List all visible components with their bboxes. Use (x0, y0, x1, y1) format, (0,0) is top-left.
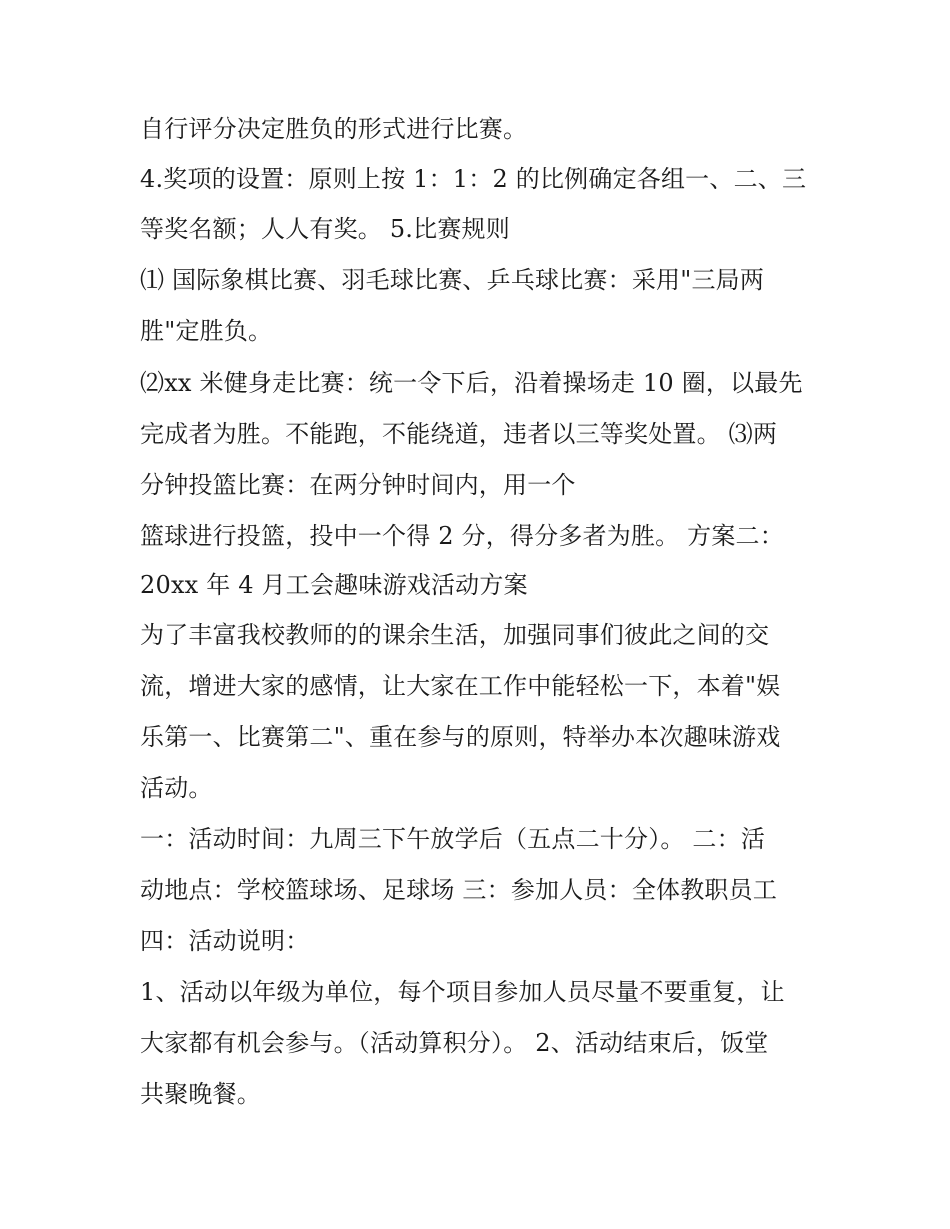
text-line: 篮球进行投篮，投中一个得 2 分，得分多者为胜。 方案二： (140, 522, 784, 550)
text-line: 活动。 (140, 774, 213, 802)
text-line: 胜"定胜负。 (140, 317, 273, 345)
text-line: ⑵xx 米健身走比赛：统一令下后，沿着操场走 10 圈，以最先 (140, 369, 803, 397)
text-line: 一：活动时间：九周三下午放学后（五点二十分）。 二：活 (140, 825, 766, 853)
text-line: 完成者为胜。不能跑，不能绕道，违者以三等奖处置。 ⑶两 (140, 420, 778, 448)
text-line: 乐第一、比赛第二"、重在参与的原则，特举办本次趣味游戏 (140, 723, 781, 751)
text-line: 流，增进大家的感情，让大家在工作中能轻松一下，本着"娱 (140, 672, 781, 700)
text-line: 大家都有机会参与。（活动算积分）。 2、活动结束后，饭堂 (140, 1029, 769, 1057)
text-line: 等奖名额；人人有奖。 5.比赛规则 (140, 215, 510, 243)
text-line: 共聚晚餐。 (140, 1080, 261, 1108)
text-line: 四：活动说明： (140, 927, 310, 955)
text-line: 分钟投篮比赛：在两分钟时间内，用一个 (140, 471, 576, 499)
text-line: 20xx 年 4 月工会趣味游戏活动方案 (140, 571, 528, 599)
text-line: 1、活动以年级为单位，每个项目参加人员尽量不要重复，让 (140, 978, 785, 1006)
text-line: 为了丰富我校教师的的课余生活，加强同事们彼此之间的交 (140, 621, 770, 649)
text-line: 自行评分决定胜负的形式进行比赛。 (140, 115, 528, 143)
text-line: ⑴ 国际象棋比赛、羽毛球比赛、乒乓球比赛：采用"三局两 (140, 266, 765, 294)
text-line: 动地点：学校篮球场、足球场 三：参加人员：全体教职员工 (140, 876, 778, 904)
text-line: 4.奖项的设置：原则上按 1：1：2 的比例确定各组一、二、三 (140, 165, 807, 193)
